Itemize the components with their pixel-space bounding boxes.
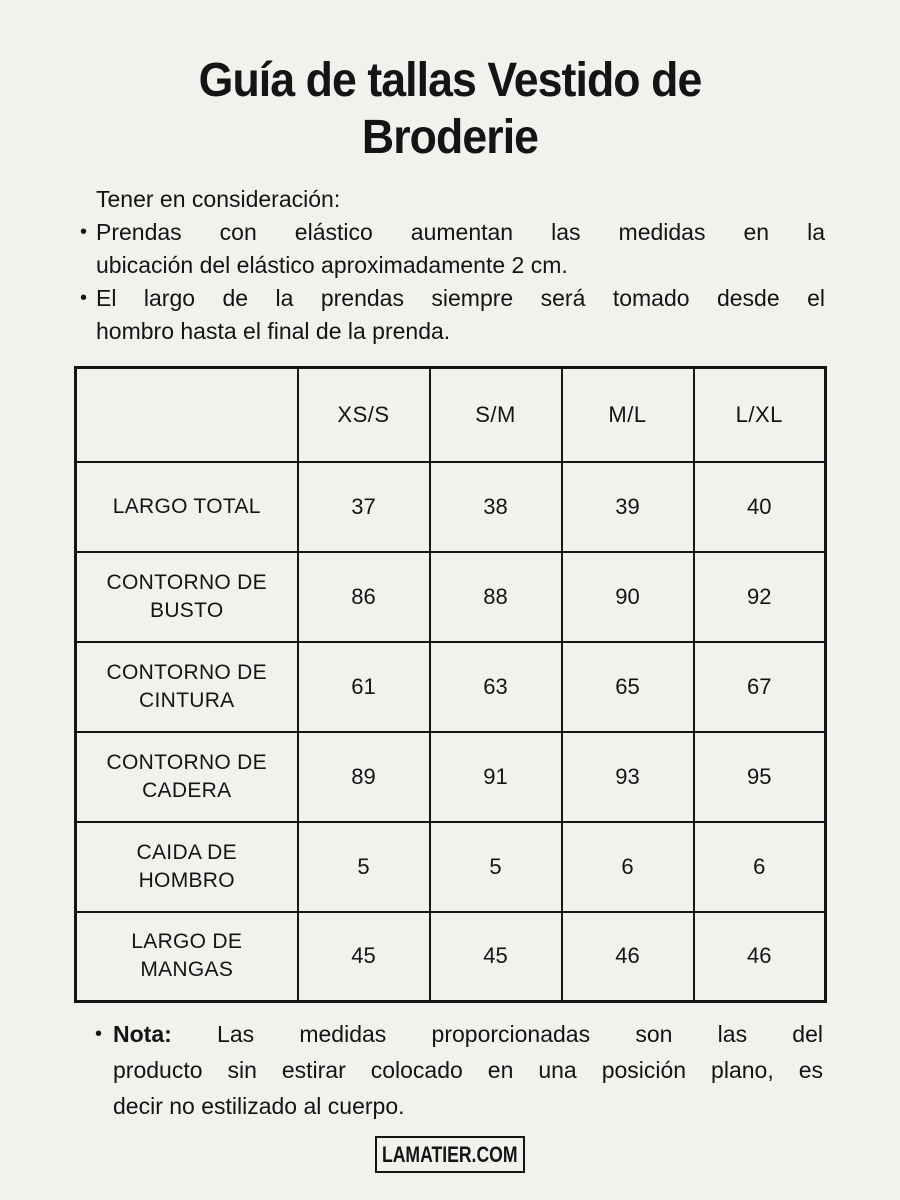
table-row — [76, 642, 826, 732]
note-label: Nota: — [113, 1021, 172, 1047]
size-table — [74, 366, 827, 1003]
page-title-line-2: Broderie — [361, 111, 539, 164]
table-column-header: XS/S — [298, 368, 430, 462]
table-row — [76, 732, 826, 822]
row-label: CAIDA DE HOMBRO — [76, 822, 298, 912]
considerations-heading: Tener en consideración: — [96, 186, 341, 212]
table-row — [76, 552, 826, 642]
table-row — [76, 912, 826, 1002]
table-cell: 91 — [430, 732, 562, 822]
bullet-text — [96, 282, 825, 348]
table-cell: 40 — [694, 462, 826, 552]
table-cell: 6 — [694, 822, 826, 912]
page-title-line-1: Guía de tallas Vestido de — [198, 54, 702, 107]
table-cell: 86 — [298, 552, 430, 642]
table-cell: 93 — [562, 732, 694, 822]
list-item — [95, 1016, 823, 1124]
table-cell: 61 — [298, 642, 430, 732]
table-column-header: M/L — [562, 368, 694, 462]
brand-box — [375, 1136, 525, 1173]
table-header-row — [76, 368, 826, 462]
table-cell: 89 — [298, 732, 430, 822]
brand-label: LAMATIER.COM — [382, 1141, 518, 1167]
considerations-section — [80, 183, 825, 348]
table-cell: 39 — [562, 462, 694, 552]
table-row — [76, 822, 826, 912]
table-cell: 45 — [430, 912, 562, 1002]
list-item — [80, 216, 825, 282]
bullet-icon: • — [80, 221, 88, 243]
bullet-icon: • — [80, 287, 88, 309]
table-row — [76, 462, 826, 552]
bullet-line: Prendas con elástico aumentan las medidas en la — [96, 219, 825, 245]
table-cell: 38 — [430, 462, 562, 552]
note-line: producto sin estirar colocado en una posición plano, es — [113, 1057, 823, 1083]
list-item — [80, 282, 825, 348]
table-cell: 67 — [694, 642, 826, 732]
note-section — [95, 1016, 823, 1124]
table-column-header: S/M — [430, 368, 562, 462]
note-line-text: Las medidas proporcionadas son las del — [217, 1021, 823, 1047]
table-cell: 92 — [694, 552, 826, 642]
table-cell: 95 — [694, 732, 826, 822]
bullet-text — [96, 216, 825, 282]
bullet-icon: • — [95, 1023, 103, 1045]
row-label: CONTORNO DE CINTURA — [76, 642, 298, 732]
row-label: CONTORNO DE CADERA — [76, 732, 298, 822]
table-cell: 65 — [562, 642, 694, 732]
table-cell: 88 — [430, 552, 562, 642]
row-label: CONTORNO DE BUSTO — [76, 552, 298, 642]
table-cell: 45 — [298, 912, 430, 1002]
table-cell: 46 — [694, 912, 826, 1002]
note-line: decir no estilizado al cuerpo. — [113, 1093, 405, 1119]
page-title — [32, 52, 869, 166]
table-column-header: L/XL — [694, 368, 826, 462]
table-cell: 63 — [430, 642, 562, 732]
note-line — [113, 1016, 823, 1052]
table-cell: 37 — [298, 462, 430, 552]
table-cell: 5 — [430, 822, 562, 912]
table-corner-cell — [76, 368, 298, 462]
note-text — [113, 1016, 823, 1124]
table-cell: 5 — [298, 822, 430, 912]
bullet-line: ubicación del elástico aproximadamente 2 cm. — [96, 252, 568, 278]
table-cell: 46 — [562, 912, 694, 1002]
row-label: LARGO TOTAL — [76, 462, 298, 552]
table-cell: 90 — [562, 552, 694, 642]
bullet-line: El largo de la prendas siempre será tomado desde el — [96, 285, 825, 311]
table-cell: 6 — [562, 822, 694, 912]
bullet-line: hombro hasta el final de la prenda. — [96, 318, 451, 344]
row-label: LARGO DE MANGAS — [76, 912, 298, 1002]
